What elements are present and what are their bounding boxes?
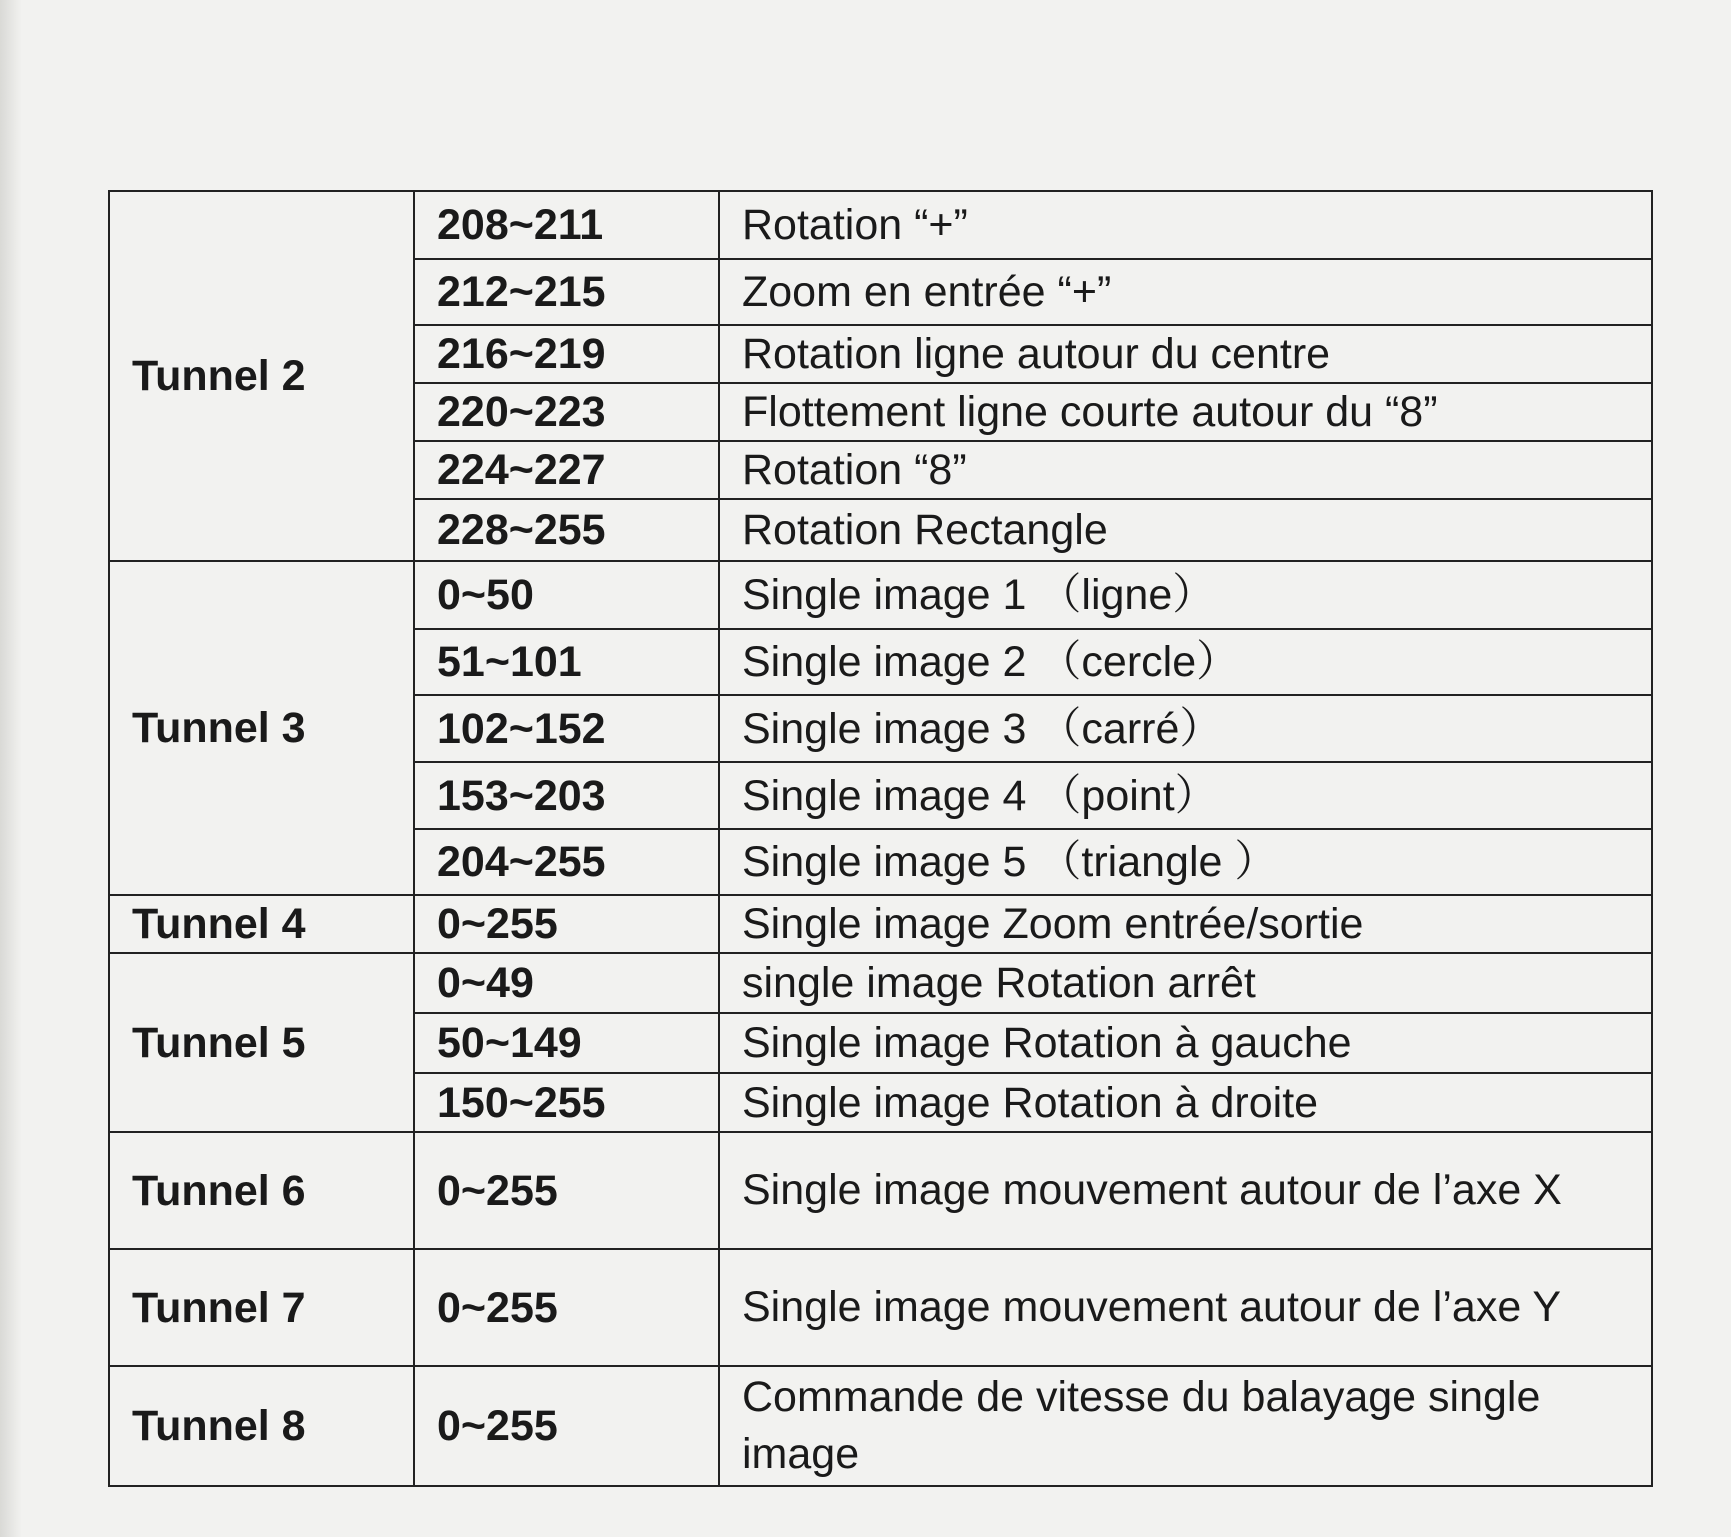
channel-label: Tunnel 4	[109, 895, 414, 953]
function-description: Single image Rotation à droite	[719, 1073, 1652, 1132]
value-range: 204~255	[414, 829, 719, 895]
value-range: 102~152	[414, 695, 719, 762]
page-edge-shadow	[0, 0, 22, 1537]
value-range: 0~50	[414, 561, 719, 629]
value-range: 0~255	[414, 1132, 719, 1249]
function-description: Single image mouvement autour de l’axe Y	[719, 1249, 1652, 1366]
function-description: Single image 2 （cercle）	[719, 629, 1652, 695]
channel-label: Tunnel 5	[109, 953, 414, 1132]
function-description: Rotation Rectangle	[719, 499, 1652, 561]
value-range: 212~215	[414, 259, 719, 325]
channel-label: Tunnel 2	[109, 191, 414, 561]
value-range: 208~211	[414, 191, 719, 259]
function-description: Rotation “8”	[719, 441, 1652, 499]
value-range: 220~223	[414, 383, 719, 441]
function-description: Zoom en entrée “+”	[719, 259, 1652, 325]
channel-label: Tunnel 6	[109, 1132, 414, 1249]
function-description: Single image 3 （carré）	[719, 695, 1652, 762]
function-description: Rotation ligne autour du centre	[719, 325, 1652, 383]
value-range: 50~149	[414, 1013, 719, 1073]
channel-label: Tunnel 3	[109, 561, 414, 895]
value-range: 216~219	[414, 325, 719, 383]
function-description: Single image 4 （point）	[719, 762, 1652, 829]
function-description: Single image Zoom entrée/sortie	[719, 895, 1652, 953]
function-description: Single image 1 （ligne）	[719, 561, 1652, 629]
value-range: 0~255	[414, 1366, 719, 1486]
channel-label: Tunnel 8	[109, 1366, 414, 1486]
value-range: 150~255	[414, 1073, 719, 1132]
dmx-channel-table	[108, 190, 1653, 1487]
value-range: 0~49	[414, 953, 719, 1013]
function-description: Single image mouvement autour de l’axe X	[719, 1132, 1652, 1249]
value-range: 51~101	[414, 629, 719, 695]
function-description: Rotation “+”	[719, 191, 1652, 259]
value-range: 153~203	[414, 762, 719, 829]
value-range: 228~255	[414, 499, 719, 561]
channel-label: Tunnel 7	[109, 1249, 414, 1366]
function-description: Commande de vitesse du balayage single image	[719, 1366, 1652, 1486]
value-range: 0~255	[414, 1249, 719, 1366]
function-description: Flottement ligne courte autour du “8”	[719, 383, 1652, 441]
function-description: Single image 5 （triangle ）	[719, 829, 1652, 895]
value-range: 0~255	[414, 895, 719, 953]
function-description: single image Rotation arrêt	[719, 953, 1652, 1013]
function-description: Single image Rotation à gauche	[719, 1013, 1652, 1073]
value-range: 224~227	[414, 441, 719, 499]
